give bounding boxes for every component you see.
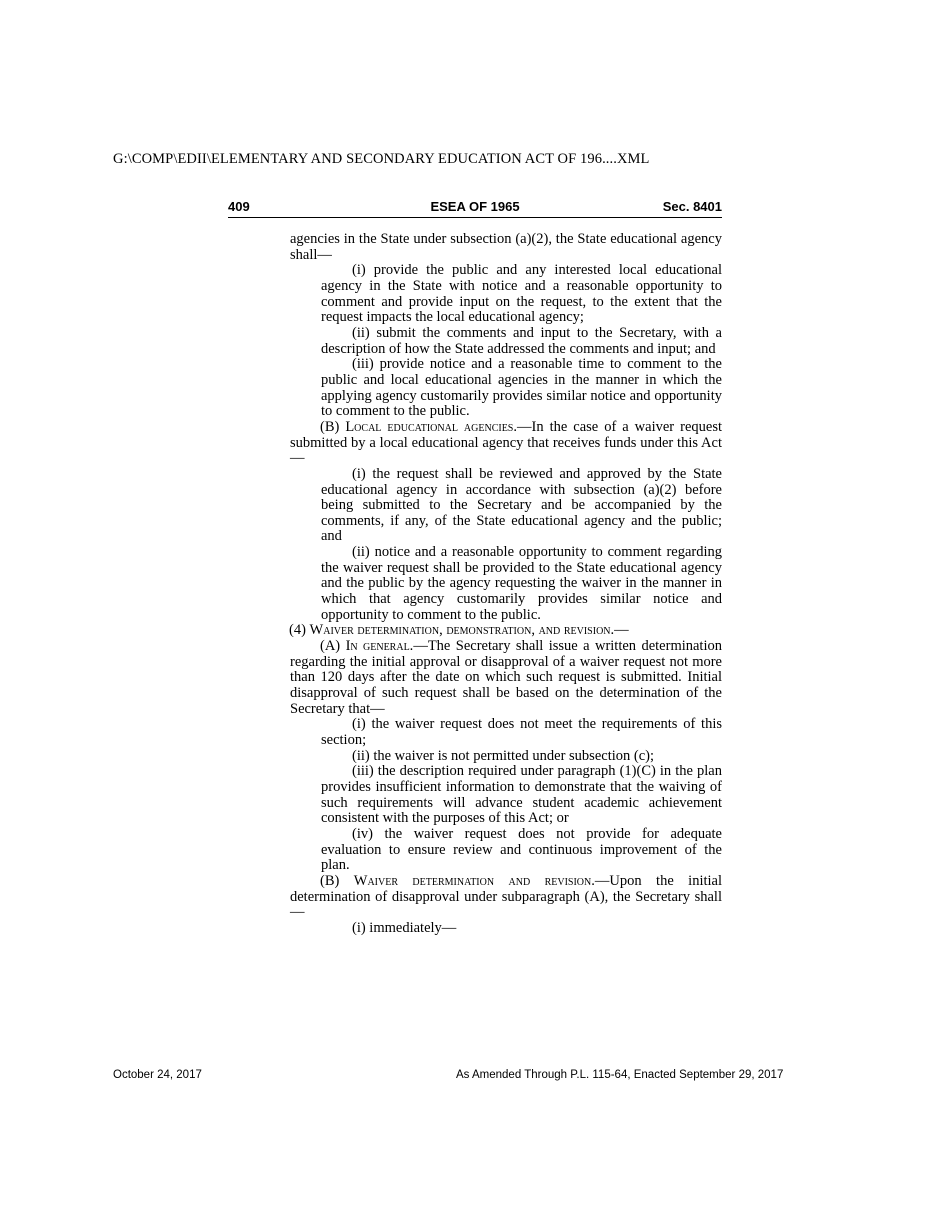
clause: (ii) notice and a reasonable opportunity to comment regarding the waiver request shall be provided to the State educational agency and the public by the agency requesting the waiver in the manner in which that agency customarily provides similar notice and opportunity to comment to the public. bbox=[321, 544, 722, 623]
clause: (i) immediately— bbox=[352, 919, 457, 936]
subparagraph-heading: Waiver determination and revision. bbox=[353, 872, 595, 889]
subparagraph bbox=[290, 639, 722, 717]
subparagraph-number: (B) bbox=[320, 872, 340, 889]
clause: (iii) provide notice and a reasonable time to comment to the public and local educational agencies in the manner in which the applying agency customarily provides similar notice and opportunity to comment to the public. bbox=[321, 356, 722, 420]
page-number: 409 bbox=[228, 199, 250, 214]
clause: (ii) the waiver is not permitted under subsection (c); bbox=[352, 747, 654, 764]
clause: (iii) the description required under paragraph (1)(C) in the plan provides insufficient information to demonstrate that the waiving of such requirements will advance student academic achievement consistent with the purposes of this Act; or bbox=[321, 763, 722, 827]
document-body bbox=[290, 232, 722, 937]
footer-date: October 24, 2017 bbox=[113, 1069, 202, 1081]
clause: (iv) the waiver request does not provide for adequate evaluation to ensure review and continuous improvement of the plan. bbox=[321, 825, 722, 874]
subparagraph-heading: In general. bbox=[345, 638, 414, 655]
paragraph-number: (4) bbox=[289, 622, 306, 639]
subparagraph-number: (A) bbox=[320, 638, 341, 655]
paragraph: agencies in the State under subsection (a)(2), the State educational agency shall— bbox=[290, 231, 722, 263]
subparagraph-text: —The Secretary shall issue a written determination regarding the initial approval or disapproval of a waiver request not more than 120 days after the date on which such request is submitted. Initial disapproval of such request shall be based on the determination of the Secretary that— bbox=[290, 638, 722, 717]
file-path: G:\COMP\EDII\ELEMENTARY AND SECONDARY EDUCATION ACT OF 196....XML bbox=[113, 151, 650, 167]
subparagraph-heading: Local educational agencies. bbox=[345, 418, 517, 435]
footer-amendment-note: As Amended Through P.L. 115-64, Enacted September 29, 2017 bbox=[456, 1069, 784, 1081]
running-title: ESEA OF 1965 bbox=[430, 199, 520, 214]
running-head bbox=[228, 199, 722, 218]
clause: (i) provide the public and any interested local educational agency in the State with notice and a reasonable opportunity to comment and provide input on the request, to the extent that the request impacts the local educational agency; bbox=[321, 262, 722, 326]
clause: (i) the request shall be reviewed and approved by the State educational agency in accordance with subsection (a)(2) before being submitted to the Secretary and be accompanied by the comments, if any, of the State educational agency and the public; and bbox=[321, 465, 722, 545]
section-number: Sec. 8401 bbox=[662, 199, 722, 214]
clause: (ii) submit the comments and input to the Secretary, with a description of how the State addressed the comments and input; and bbox=[321, 324, 722, 357]
paragraph-dash: — bbox=[614, 622, 629, 639]
subparagraph-text: —In the case of a waiver request submitted by a local educational agency that receives funds under this Act— bbox=[290, 418, 722, 467]
subparagraph bbox=[290, 420, 722, 467]
subparagraph-text: —Upon the initial determination of disapproval under subparagraph (A), the Secretary shall— bbox=[290, 872, 722, 921]
clause: (i) the waiver request does not meet the requirements of this section; bbox=[321, 716, 722, 748]
subparagraph-number: (B) bbox=[320, 418, 340, 435]
paragraph-heading-text: Waiver determination, demonstration, and revision. bbox=[309, 622, 615, 639]
paragraph-heading bbox=[259, 623, 722, 639]
subparagraph bbox=[290, 874, 722, 921]
